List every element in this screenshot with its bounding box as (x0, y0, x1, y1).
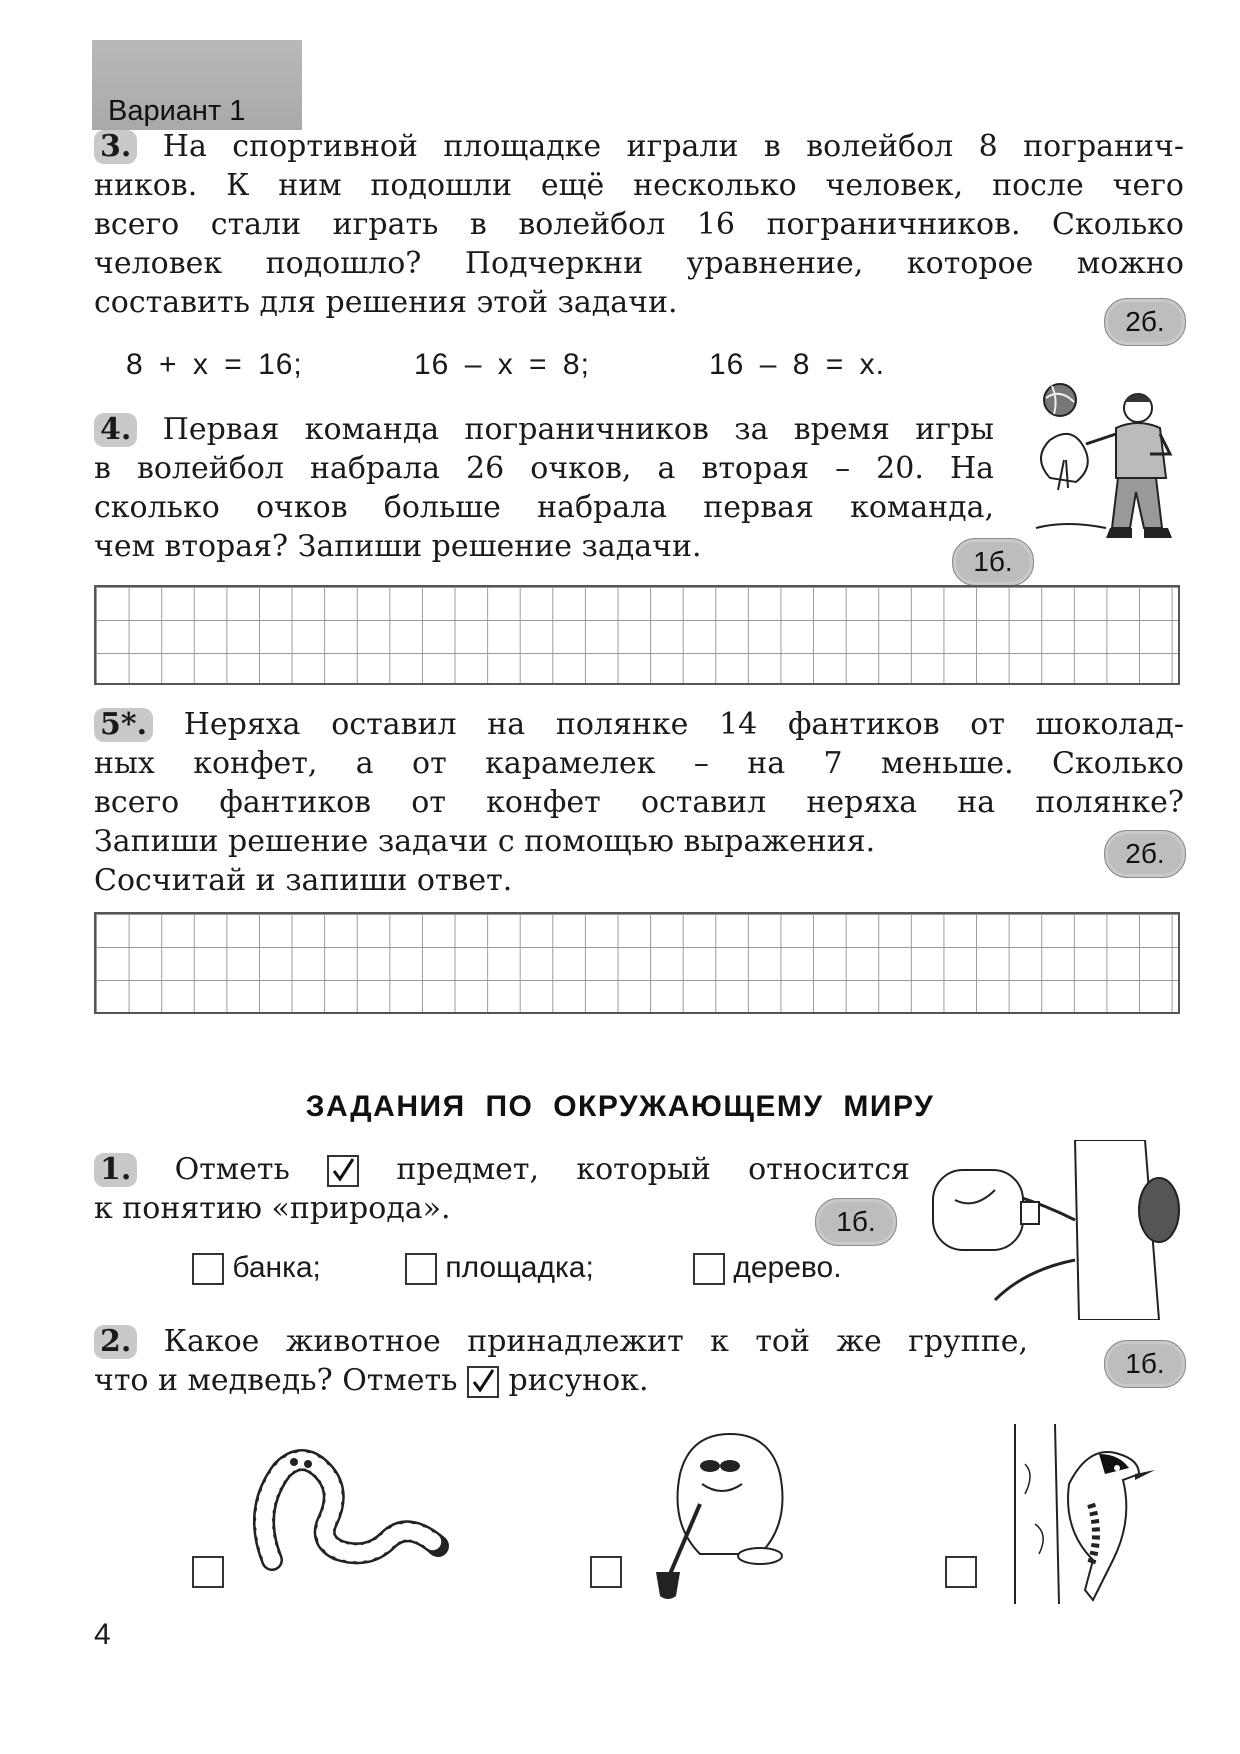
animal-option-mole[interactable] (590, 1424, 810, 1604)
task-3 (94, 127, 1184, 322)
task-5-points-badge: 2б. (1104, 830, 1186, 878)
world-task-1-text-after: предмет, который относится (396, 1152, 910, 1187)
mole-illustration (640, 1424, 810, 1604)
answer-grid-task-5[interactable] (94, 912, 1180, 1014)
equation-option[interactable]: 16 – 8 = x. (709, 348, 885, 381)
page-number: 4 (94, 1618, 111, 1651)
animal-option-mole-checkbox[interactable] (590, 1556, 622, 1588)
animal-option-worm[interactable] (192, 1440, 452, 1600)
task-5-line: всего фантиков от конфет оставил неряха на полянке? (94, 785, 1184, 820)
world-task-2-number: 2. (94, 1325, 137, 1359)
world-task-2-line-1: Какое животное принадлежит к той же группе, (163, 1324, 1028, 1359)
task-3-line: всего стали играть в волейбол 16 пограничников. Сколько (94, 207, 1184, 242)
option-playground-checkbox[interactable] (405, 1253, 437, 1285)
task-3-line: составить для решения этой задачи. (94, 285, 678, 320)
world-task-2 (94, 1322, 1028, 1400)
task-5-line: Неряха оставил на полянке 14 фантиков от шоколад- (183, 707, 1184, 742)
tree-jar-illustration (925, 1140, 1185, 1320)
task-5 (94, 705, 1184, 900)
task-4-points-badge: 1б. (952, 538, 1034, 586)
world-task-2-text-before: что и медведь? Отметь (94, 1363, 458, 1398)
equation-option[interactable]: 16 – x = 8; (414, 348, 590, 381)
checkmark-example-icon (467, 1366, 499, 1398)
world-task-1-points-badge: 1б. (815, 1198, 897, 1246)
world-task-1-line-2: к понятию «природа». (94, 1191, 451, 1226)
world-task-1 (94, 1150, 910, 1228)
task-5-line: Запиши решение задачи с помощью выражения. (94, 824, 876, 859)
equation-option[interactable]: 8 + x = 16; (126, 348, 303, 381)
task-3-points-badge: 2б. (1104, 298, 1186, 346)
answer-grid-task-4[interactable] (94, 585, 1180, 685)
task-4-line: чем вторая? Запиши решение задачи. (94, 529, 702, 564)
task-4 (94, 410, 994, 566)
task-5-line: ных конфет, а от карамелек – на 7 меньше. Сколько (94, 746, 1184, 781)
task-4-number: 4. (94, 413, 137, 447)
task-3-line: ников. К ним подошли ещё несколько человек, после чего (94, 168, 1184, 203)
option-tree-label: дерево. (733, 1251, 842, 1284)
task-3-equations (126, 348, 1026, 388)
volleyball-player-illustration (1030, 378, 1190, 558)
task-4-line: Первая команда пограничников за время игры (162, 412, 994, 447)
world-task-2-text-after: рисунок. (508, 1363, 649, 1398)
animal-option-worm-checkbox[interactable] (192, 1556, 224, 1588)
worm-illustration (242, 1440, 452, 1590)
task-5-line: Сосчитай и запиши ответ. (94, 863, 513, 898)
world-task-1-number: 1. (94, 1153, 137, 1187)
task-3-number: 3. (94, 130, 137, 164)
option-tree[interactable] (693, 1251, 842, 1285)
option-jar-label: банка; (232, 1251, 321, 1284)
section-heading: ЗАДАНИЯ ПО ОКРУЖАЮЩЕМУ МИРУ (305, 1090, 935, 1123)
variant-label: Вариант 1 (108, 95, 246, 127)
task-3-line: человек подошло? Подчеркни уравнение, которое можно (94, 246, 1184, 281)
option-playground-label: площадка; (445, 1251, 594, 1284)
world-task-2-points-badge: 1б. (1104, 1340, 1186, 1388)
task-4-line: в волейбол набрала 26 очков, а вторая – 20. На (94, 451, 994, 486)
option-tree-checkbox[interactable] (693, 1253, 725, 1285)
woodpecker-illustration (995, 1424, 1185, 1604)
world-task-1-text-before: Отметь (174, 1152, 290, 1187)
animal-option-woodpecker-checkbox[interactable] (945, 1556, 977, 1588)
option-jar[interactable] (192, 1251, 321, 1285)
option-playground[interactable] (405, 1251, 594, 1285)
task-5-number: 5*. (94, 708, 153, 742)
option-jar-checkbox[interactable] (192, 1253, 224, 1285)
task-4-line: сколько очков больше набрала первая команда, (94, 490, 994, 525)
checkmark-example-icon (327, 1155, 359, 1187)
task-3-line: На спортивной площадке играли в волейбол 8 погранич- (162, 129, 1184, 164)
animal-option-woodpecker[interactable] (945, 1424, 1185, 1604)
